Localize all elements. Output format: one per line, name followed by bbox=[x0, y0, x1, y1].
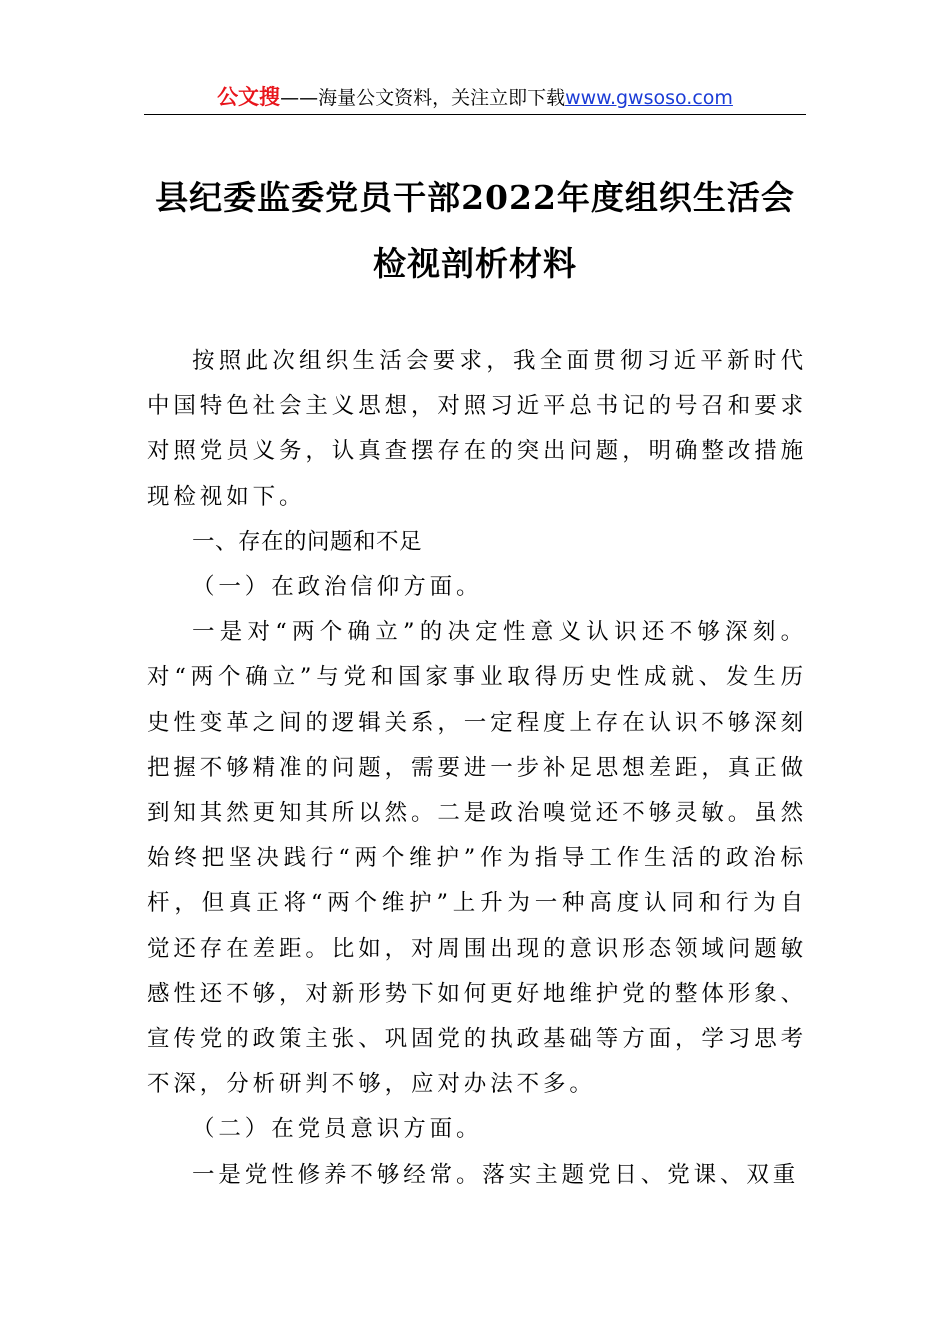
subsection-heading: （一）在政治信仰方面。 bbox=[192, 574, 483, 601]
page-header bbox=[0, 84, 950, 111]
body-paragraph: 一是党性修养不够经常。落实主题党日、党课、双重 bbox=[192, 1161, 800, 1188]
section-heading: 一、存在的问题和不足 bbox=[192, 528, 423, 555]
document-title-line-1: 县纪委监委党员干部2022年度组织生活会 bbox=[155, 178, 795, 217]
website-link[interactable]: www.gwsoso.com bbox=[565, 87, 733, 109]
document-title-line-2: 检视剖析材料 bbox=[373, 244, 577, 283]
brand-name: 公文搜 bbox=[217, 85, 281, 109]
header-slogan: ——海量公文资料，关注立即下载 bbox=[280, 87, 566, 109]
intro-paragraph: 按照此次组织生活会要求，我全面贯彻习近平新时代中国特色社会主义思想，对照习近平总书记的号召和要求对照党员义务，认真查摆存在的突出问题，明确整改措施现检视如下。 bbox=[147, 348, 808, 510]
document-body bbox=[147, 339, 807, 1198]
subsection-heading: （二）在党员意识方面。 bbox=[192, 1116, 483, 1143]
body-paragraph: 一是对“两个确立”的决定性意义认识还不够深刻。对“两个确立”与党和国家事业取得历史性成就、发生历史性变革之间的逻辑关系，一定程度上存在认识不够深刻把握不够精准的问题，需要进一步补足思想差距，真正做到知其然更知其所以然。二是政治嗅觉还不够灵敏。虽然始终把坚决践行“两个维护”作为指导工作生活的政治标杆，但真正将“两个维护”上升为一种高度认同和行为自觉还存在差距。比如，对周围出现的意识形态领域问题敏感性还不够，对新形势下如何更好地维护党的整体形象、宣传党的政策主张、巩固党的执政基础等方面，学习思考不深，分析研判不够，应对办法不多。 bbox=[147, 619, 808, 1098]
header-divider bbox=[144, 114, 806, 115]
